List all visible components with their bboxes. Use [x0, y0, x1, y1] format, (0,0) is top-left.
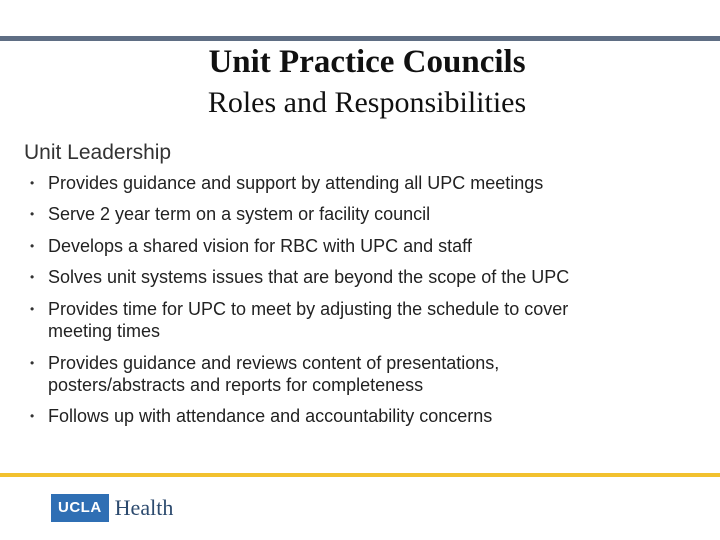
bullet-item — [30, 203, 430, 225]
slide-subtitle: Roles and Responsibilities — [207, 86, 527, 119]
bullet-item — [30, 352, 499, 396]
bullet-dot-icon: • — [30, 409, 35, 423]
bullet-text-continued: meeting times — [48, 321, 161, 341]
top-divider-bar — [0, 36, 720, 41]
slide-title: Unit Practice Councils — [208, 44, 526, 80]
bullet-text: Serve 2 year term on a system or facility council — [48, 204, 431, 224]
section-heading: Unit Leadership — [24, 141, 172, 164]
bullet-item — [30, 405, 492, 427]
bullet-text: Develops a shared vision for RBC with UPC and staff — [48, 236, 472, 256]
bullet-dot-icon: • — [30, 270, 35, 284]
bullet-text: Follows up with attendance and accountability concerns — [48, 406, 493, 426]
bullet-text: Provides time for UPC to meet by adjusting the schedule to cover — [48, 299, 569, 319]
bullet-text-continued: posters/abstracts and reports for completeness — [48, 375, 424, 395]
bullet-dot-icon: • — [30, 302, 35, 316]
bullet-item — [30, 172, 543, 194]
bullet-text: Solves unit systems issues that are beyond the scope of the UPC — [48, 267, 570, 287]
bullet-text: Provides guidance and support by attending all UPC meetings — [48, 173, 544, 193]
bullet-dot-icon: • — [30, 356, 35, 370]
bullet-dot-icon: • — [30, 176, 35, 190]
bullet-item — [30, 266, 569, 288]
logo-box-text: UCLA — [51, 494, 109, 522]
logo-word: Health — [114, 495, 174, 520]
bullet-item — [30, 235, 472, 257]
bullet-text: Provides guidance and reviews content of presentations, — [48, 353, 500, 373]
bullet-dot-icon: • — [30, 239, 35, 253]
ucla-health-logo — [51, 494, 173, 522]
bottom-divider-bar — [0, 473, 720, 477]
bullet-dot-icon: • — [30, 207, 35, 221]
bullet-item — [30, 298, 568, 342]
